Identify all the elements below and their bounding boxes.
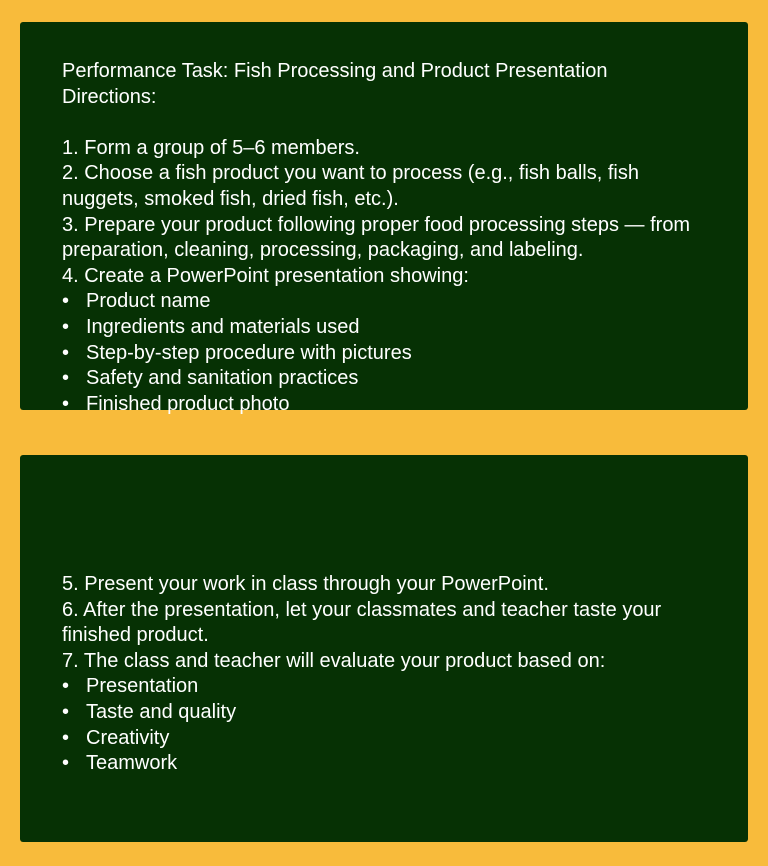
bullet-icon: • [62,700,70,723]
step-6: 6. After the presentation, let your classmates and teacher taste your finished product. [62,598,662,647]
list-item-text: Presentation [86,675,199,698]
list-item [62,289,708,315]
list-item-text: Product name [86,290,211,313]
directions-card-2 [20,455,748,842]
list-item [62,341,708,367]
list-item-text: Safety and sanitation practices [86,367,359,390]
bullet-icon: • [62,675,70,698]
list-item [62,751,708,777]
bullet-icon: • [62,752,70,775]
list-item-text: Taste and quality [86,700,237,723]
spacer [62,110,708,136]
list-item [62,315,708,341]
directions-heading: Directions: [62,85,157,108]
evaluation-criteria-list [62,674,708,776]
list-item-text: Creativity [86,726,170,749]
step-2: 2. Choose a fish product you want to process (e.g., fish balls, fish nuggets, smoked fish, dried fish, etc.). [62,162,639,210]
directions-card-1 [20,22,748,415]
list-item [62,674,708,700]
bullet-icon: • [62,290,70,313]
list-item-text: Ingredients and materials used [86,315,360,338]
list-item [62,392,708,418]
presentation-contents-list [62,289,708,417]
bullet-icon: • [62,367,70,390]
bullet-icon: • [62,315,70,338]
step-7: 7. The class and teacher will evaluate your product based on: [62,649,606,672]
list-item-text: Finished product photo [86,392,290,415]
step-1: 1. Form a group of 5–6 members. [62,136,360,159]
list-item [62,726,708,752]
bullet-icon: • [62,392,70,415]
step-3: 3. Prepare your product following proper food processing steps — from preparation, cleaning, processing, packaging, and labeling. [62,213,691,262]
step-5: 5. Present your work in class through your PowerPoint. [62,573,549,595]
list-item-text: Teamwork [86,752,178,775]
task-title: Performance Task: Fish Processing and Product Presentation [62,60,608,82]
bullet-icon: • [62,726,70,749]
list-item-text: Step-by-step procedure with pictures [86,341,412,364]
list-item [62,700,708,726]
step-4: 4. Create a PowerPoint presentation showing: [62,264,469,287]
bullet-icon: • [62,341,70,364]
list-item [62,366,708,392]
